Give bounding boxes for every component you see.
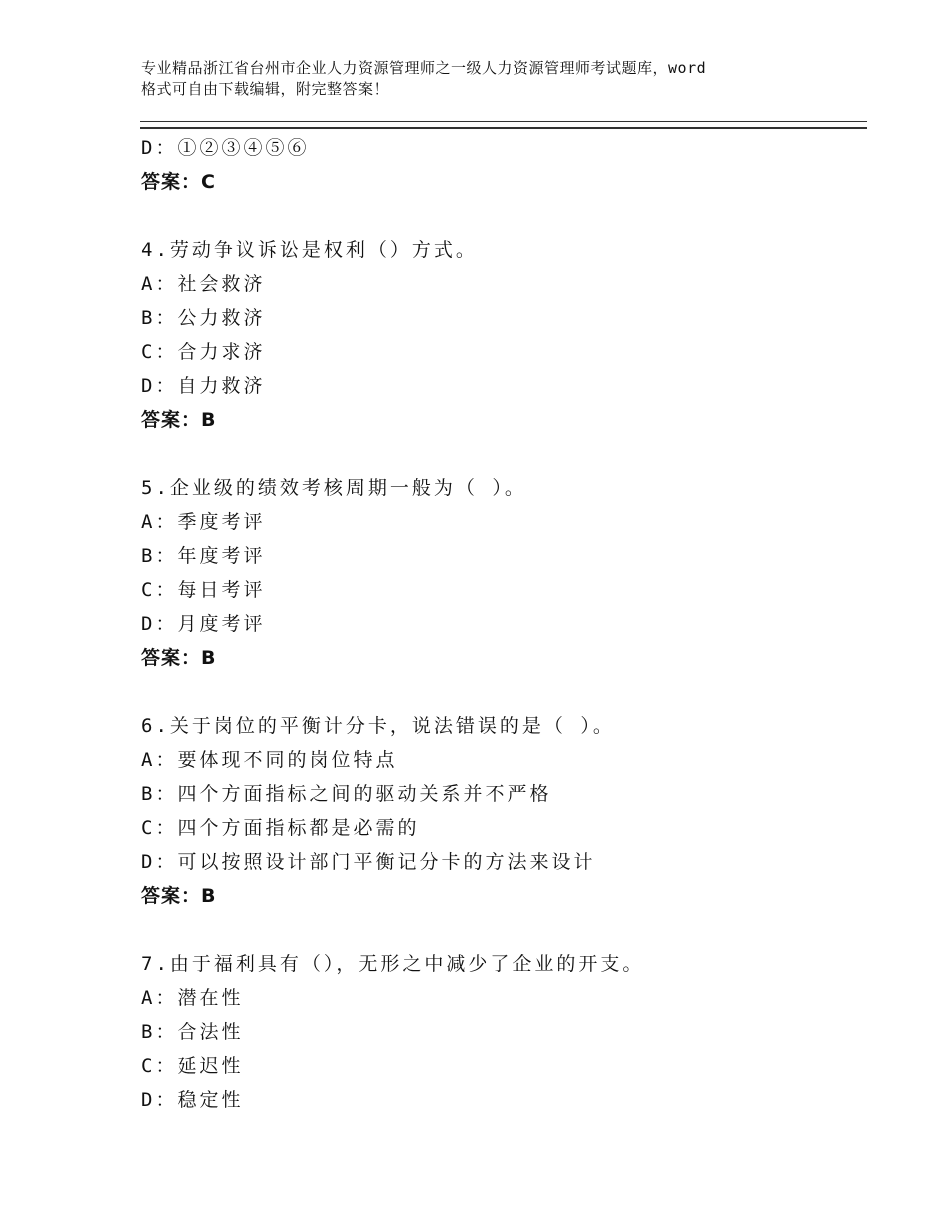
option-a: A：潜在性 <box>141 987 244 1009</box>
header-divider <box>140 121 867 129</box>
header-line-1: 专业精品浙江省台州市企业人力资源管理师之一级人力资源管理师考试题库，word <box>141 59 707 77</box>
option-d: D：月度考评 <box>141 613 266 635</box>
option-c: C：每日考评 <box>141 579 266 601</box>
question-stem: 5.企业级的绩效考核周期一般为（ ）。 <box>141 477 527 499</box>
option-b: B：公力救济 <box>141 307 266 329</box>
question-list <box>141 131 861 1117</box>
document-header <box>141 58 841 100</box>
question-stem: 6.关于岗位的平衡计分卡，说法错误的是（ ）。 <box>141 715 615 737</box>
answer-line: 答案：B <box>141 647 217 669</box>
option-c: C：合力求济 <box>141 341 266 363</box>
option-b: B：合法性 <box>141 1021 244 1043</box>
question-7 <box>141 947 861 1117</box>
header-line-2: 格式可自由下载编辑，附完整答案！ <box>141 80 390 98</box>
answer-line: 答案：B <box>141 885 217 907</box>
option-b: B：四个方面指标之间的驱动关系并不严格 <box>141 783 552 805</box>
option-c: C：延迟性 <box>141 1055 244 1077</box>
question-5 <box>141 471 861 675</box>
question-stem: 7.由于福利具有（），无形之中减少了企业的开支。 <box>141 953 645 975</box>
option-c: C：四个方面指标都是必需的 <box>141 817 420 839</box>
option-a: A：社会救济 <box>141 273 266 295</box>
option-a: A：要体现不同的岗位特点 <box>141 749 398 771</box>
question-4 <box>141 233 861 437</box>
option-d: D：自力救济 <box>141 375 266 397</box>
answer-line: 答案：B <box>141 409 217 431</box>
question-stem: 4.劳动争议诉讼是权利（）方式。 <box>141 239 478 261</box>
option-d: D：稳定性 <box>141 1089 244 1111</box>
option-d: D：可以按照设计部门平衡记分卡的方法来设计 <box>141 851 596 873</box>
option-b: B：年度考评 <box>141 545 266 567</box>
question-6 <box>141 709 861 913</box>
answer-line: 答案：C <box>141 171 216 193</box>
option-d: D：①②③④⑤⑥ <box>141 137 310 159</box>
option-a: A：季度考评 <box>141 511 266 533</box>
